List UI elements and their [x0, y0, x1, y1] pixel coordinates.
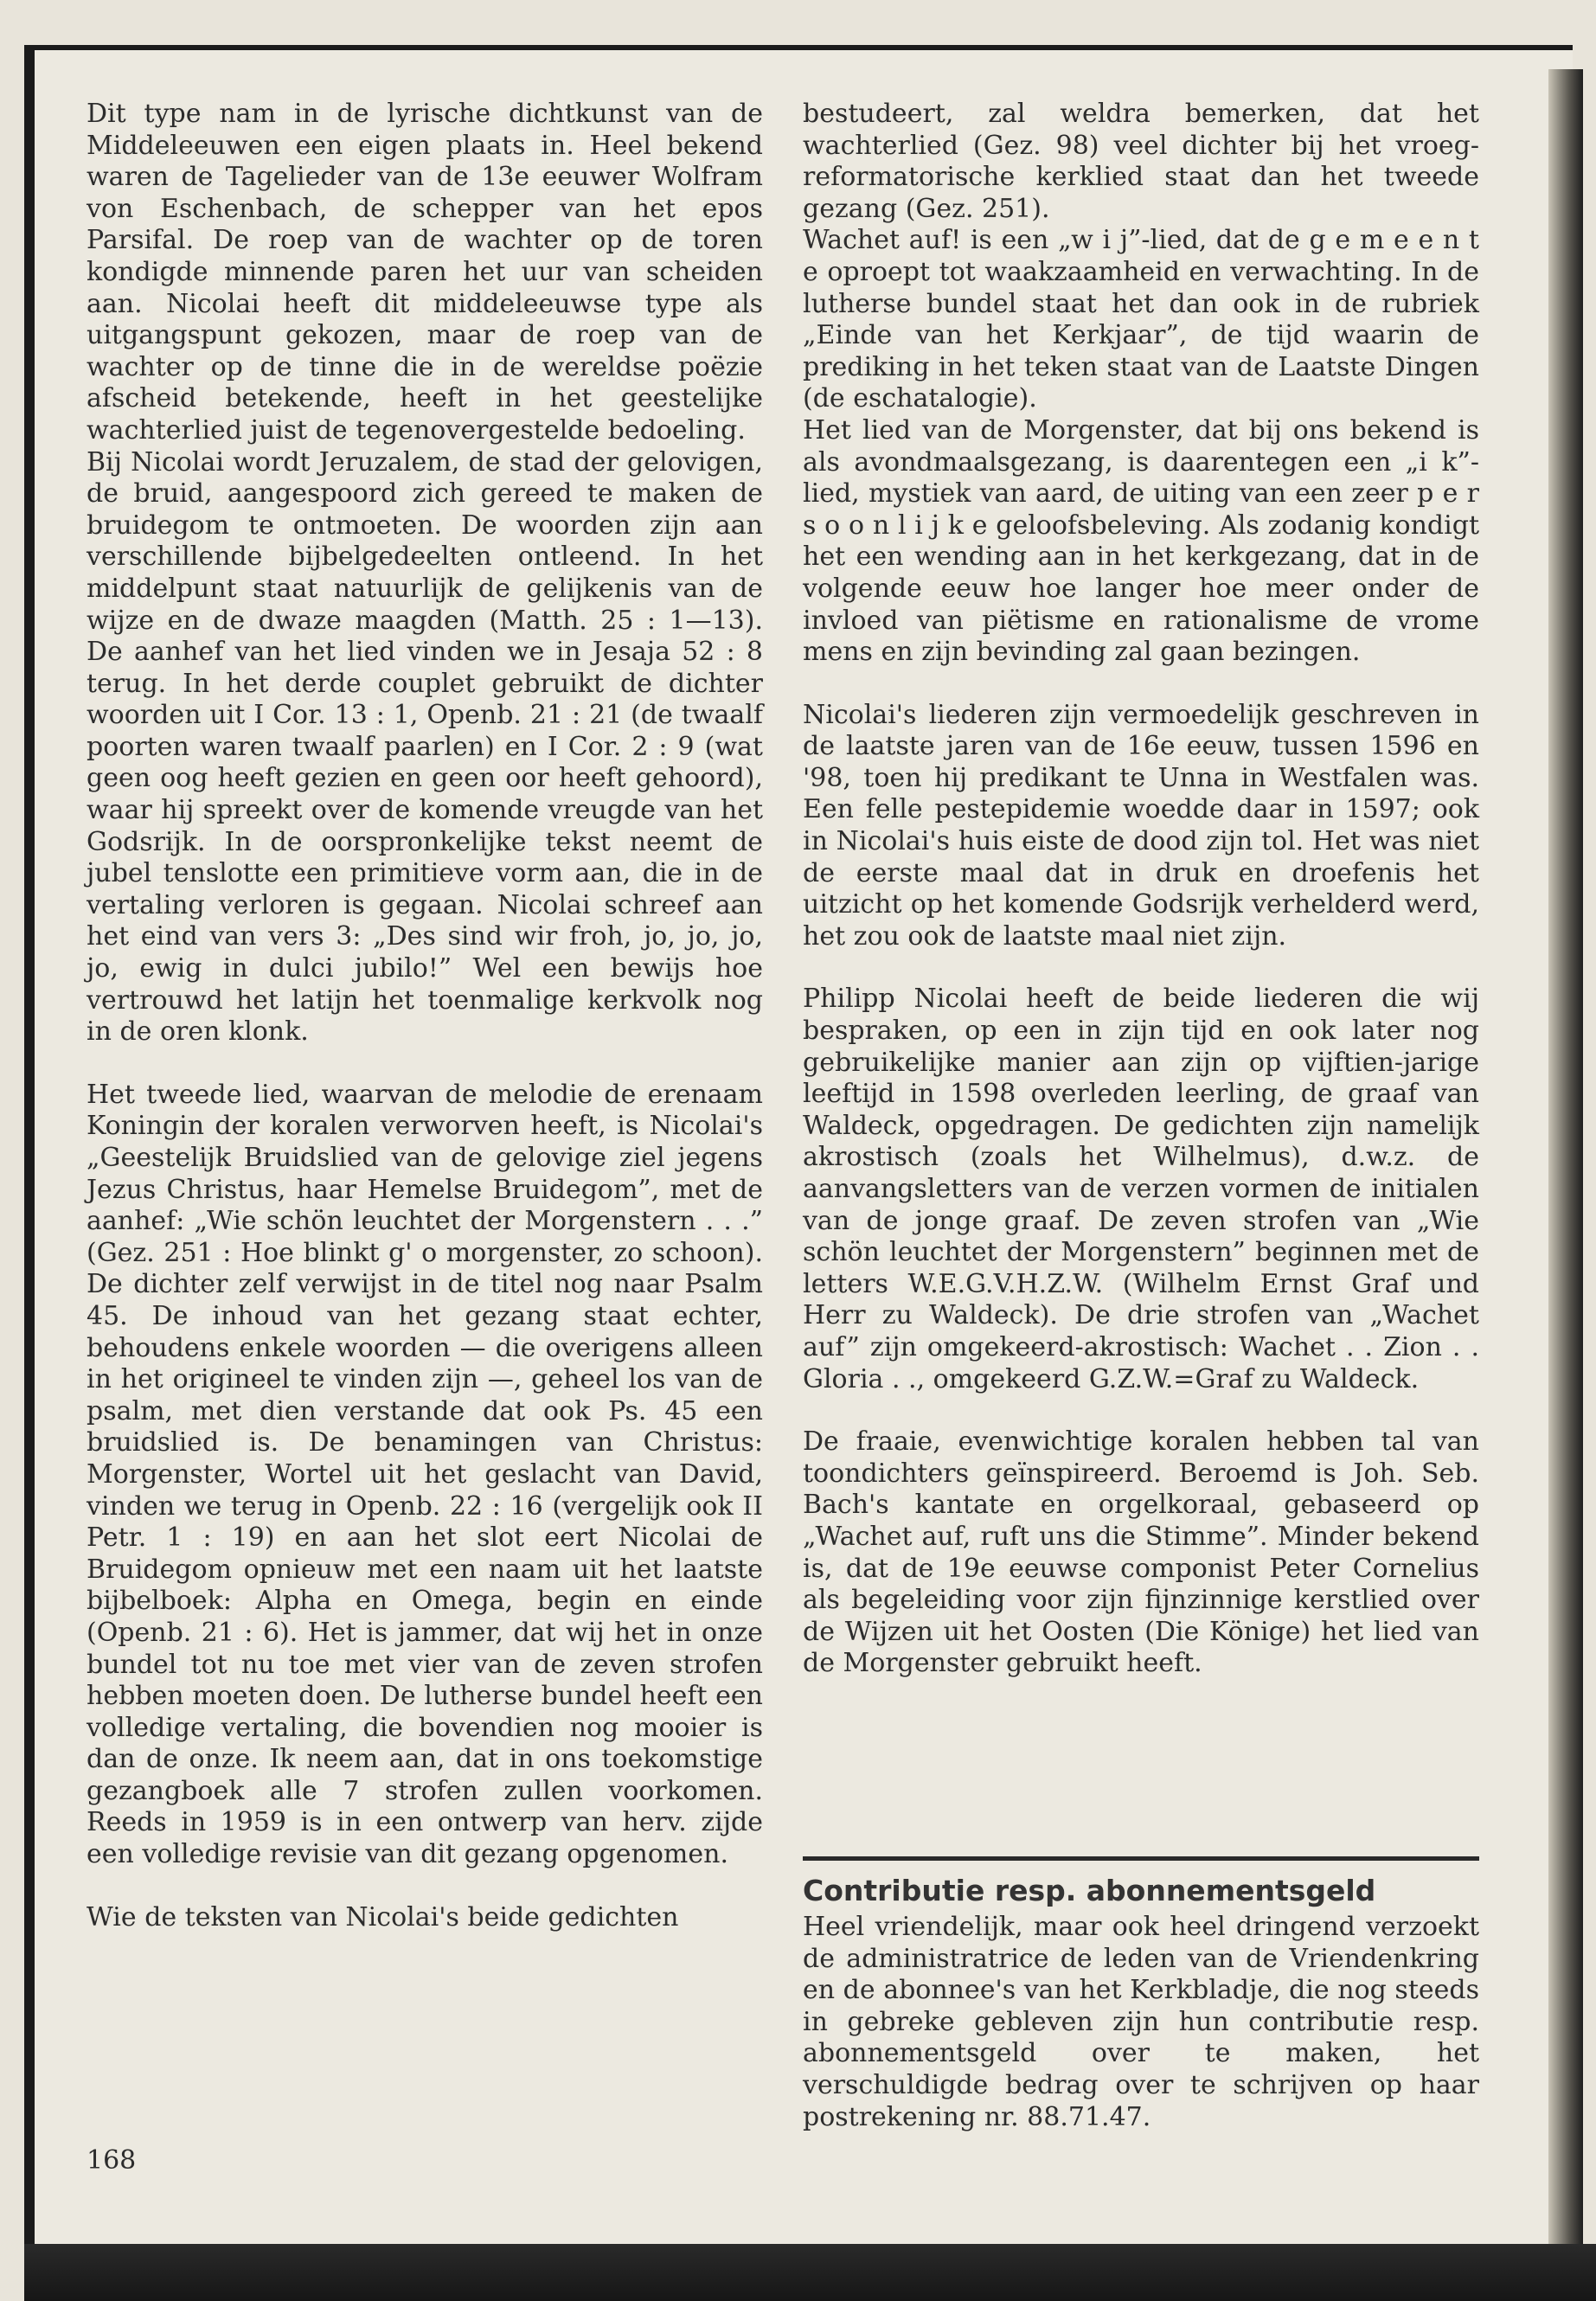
page-bottom-edge — [24, 2244, 1596, 2301]
paragraph: Het lied van de Morgenster, dat bij ons bekend is als avondmaalsgezang, is daarentegen een „i k”-lied, mystiek van aard, de uiting van een zeer p e r s o o n l i j k e geloofsbeleving. Als zodanig kondigt het een wending aan in het kerkgezang, dat in de volgende eeuw hoe langer hoe meer onder de invloed van piëtisme en rationalisme de vrome mens en zijn bevinding zal gaan bezingen. — [803, 414, 1479, 668]
paragraph: Dit type nam in de lyrische dichtkunst van de Middeleeuwen een eigen plaats in. Heel bekend waren de Tagelieder van de 13e eeuwer Wolfram von Eschenbach, de schepper van het epos Parsifal. De roep van de wachter op de toren kondigde minnende paren het uur van scheiden aan. Nicolai heeft dit middeleeuwse type als uitgangspunt gekozen, maar de roep van de wachter op de tinne die in de wereldse poëzie afscheid betekende, heeft in het geestelijke wachterlied juist de tegenovergestelde bedoeling. — [87, 99, 763, 445]
page-edge-shadow — [1548, 69, 1583, 2266]
notice-body: Heel vriendelijk, maar ook heel dringend verzoekt de administratrice de leden van de Vriendenkring en de abonnee's van het Kerkbladje, die nog steeds in gebreke gebleven zijn hun contributie resp. abonnementsgeld over te maken, het verschuldigde bedrag over te schrijven op haar postrekening nr. 88.71.47. — [803, 1912, 1479, 2132]
paragraph: De fraaie, evenwichtige koralen hebben tal van toondichters geïnspireerd. Beroemd is Joh. Seb. Bach's kantate en orgelkoraal, gebaseerd op „Wachet auf, ruft uns die Stimme”. Minder bekend is, dat de 19e eeuwse componist Peter Cornelius als begeleiding voor zijn fijnzinnige kerstlied over de Wijzen uit het Oosten (Die Könige) het lied van de Morgenster gebruikt heeft. — [803, 1426, 1479, 1679]
paragraph: Het tweede lied, waarvan de melodie de erenaam Koningin der koralen verworven heeft, is Nicolai's „Geestelijk Bruidslied van de gelovige ziel jegens Jezus Christus, haar Hemelse Bruidegom”, met de aanhef: „Wie schön leuchtet der Morgenstern . . .” (Gez. 251 : Hoe blinkt g' o morgenster, zo schoon). De dichter zelf verwijst in de titel nog naar Psalm 45. De inhoud van het gezang staat echter, behoudens enkele woorden — die overigens alleen in het origineel te vinden zijn —, geheel los van de psalm, met dien verstande dat ook Ps. 45 een bruidslied is. De benamingen van Christus: Morgenster, Wortel uit het geslacht van David, vinden we terug in Openb. 22 : 16 (vergelijk ook II Petr. 1 : 19) en aan het slot eert Nicolai de Bruidegom opnieuw met een naam uit het laatste bijbelboek: Alpha en Omega, begin en einde (Openb. 21 : 6). Het is jammer, dat wij het in onze bundel tot nu toe met vier van de zeven strofen hebben moeten doen. De lutherse bundel heeft een volledige vertaling, die bovendien nog mooier is dan de onze. Ik neem aan, dat in ons toekomstige gezangboek alle 7 strofen zullen voorkomen. Reeds in 1959 is in een ontwerp van herv. zijde een volledige revisie van dit gezang opgenomen. — [87, 1079, 763, 1870]
paragraph: Wie de teksten van Nicolai's beide gedichten — [87, 1901, 679, 1932]
paragraph: bestudeert, zal weldra bemerken, dat het wachterlied (Gez. 98) veel dichter bij het vroeg-reformatorische kerklied staat dan het tweede gezang (Gez. 251). — [803, 99, 1479, 224]
left-column — [87, 99, 763, 1933]
paragraph: Nicolai's liederen zijn vermoedelijk geschreven in de laatste jaren van de 16e eeuw, tussen 1596 en '98, toen hij predikant te Unna in Westfalen was. Een felle pestepidemie woedde daar in 1597; ook in Nicolai's huis eiste de dood zijn tol. Het was niet de eerste maal dat in druk en droefenis het uitzicht op het komende Godsrijk verhelderd werd, het zou ook de laatste maal niet zijn. — [803, 699, 1479, 952]
notice-heading: Contributie resp. abonnementsgeld — [803, 1874, 1376, 1907]
paragraph: Philipp Nicolai heeft de beide liederen die wij bespraken, op een in zijn tijd en ook later nog gebruikelijke manier aan zijn op vijftien-jarige leeftijd in 1598 overleden leerling, de graaf van Waldeck, opgedragen. De gedichten zijn namelijk akrostisch (zoals het Wilhelmus), d.w.z. de aanvangsletters van de verzen vormen de initialen van de jonge graaf. De zeven strofen van „Wie schön leuchtet der Morgenstern” beginnen met de letters W.E.G.V.H.Z.W. (Wilhelm Ernst Graf und Herr zu Waldeck). De drie strofen van „Wachet auf” zijn omgekeerd-akrostisch: Wachet . . Zion . . Gloria . ., omgekeerd G.Z.W.=Graf zu Waldeck. — [803, 984, 1479, 1394]
notice-section — [803, 1874, 1479, 2133]
right-column — [803, 99, 1479, 1680]
section-divider — [803, 1856, 1479, 1861]
page-number: 168 — [87, 2145, 137, 2176]
paragraph: Bij Nicolai wordt Jeruzalem, de stad der gelovigen, de bruid, aangespoord zich gereed te maken de bruidegom te ontmoeten. De woorden zijn aan verschillende bijbelgedeelten ontleend. In het middelpunt staat natuurlijk de gelijkenis van de wijze en de dwaze maagden (Matth. 25 : 1—13). De aanhef van het lied vinden we in Jesaja 52 : 8 terug. In het derde couplet gebruikt de dichter woorden uit I Cor. 13 : 1, Openb. 21 : 21 (de twaalf poorten waren twaalf paarlen) en I Cor. 2 : 9 (wat geen oog heeft gezien en geen oor heeft gehoord), waar hij spreekt over de komende vreugde van het Godsrijk. In de oorspronkelijke tekst neemt de jubel tenslotte een primitieve vorm aan, die in de vertaling verloren is gegaan. Nicolai schreef aan het eind van vers 3: „Des sind wir froh, jo, jo, jo, jo, ewig in dulci jubilo!” Wel een bewijs hoe vertrouwd het latijn het toenmalige kerkvolk nog in de oren klonk. — [87, 446, 763, 1048]
paragraph: Wachet auf! is een „w i j”-lied, dat de g e m e e n t e oproept tot waakzaamheid en verwachting. In de lutherse bundel staat het dan ook in de rubriek „Einde van het Kerkjaar”, de tijd waarin de prediking in het teken staat van de Laatste Dingen (de eschatalogie). — [803, 225, 1479, 414]
